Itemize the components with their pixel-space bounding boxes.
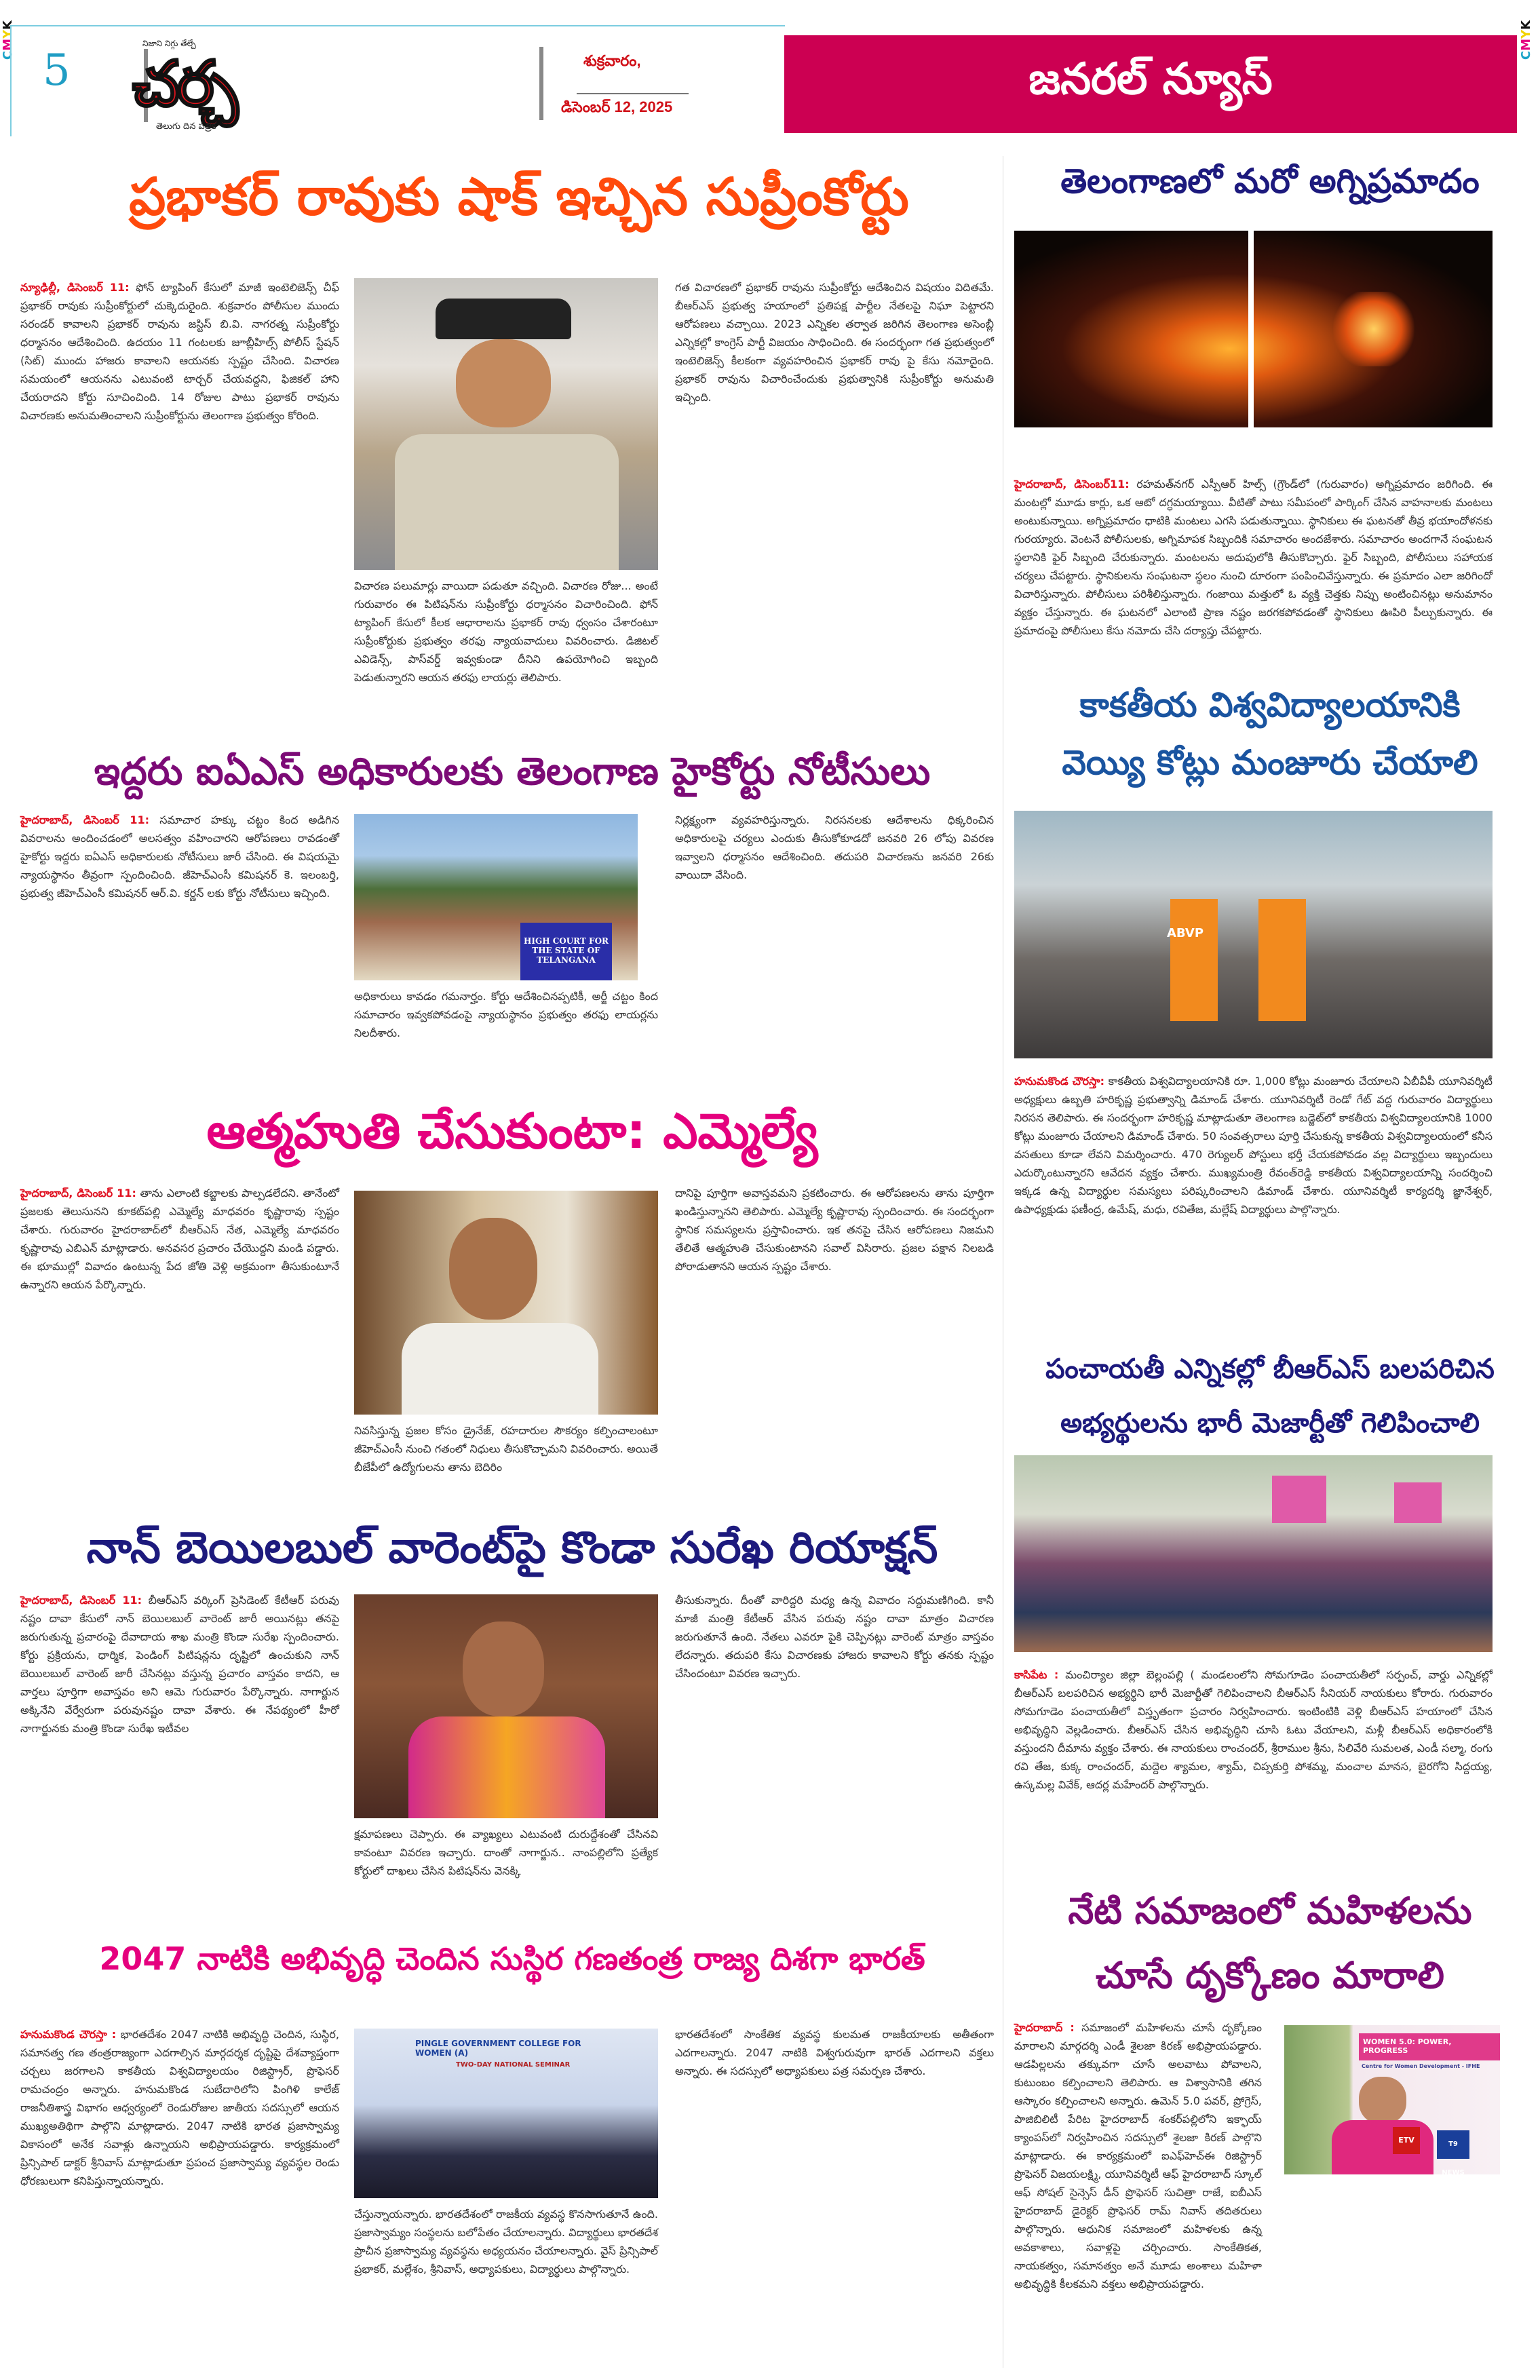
abvp-scarf — [1258, 899, 1306, 1021]
photo-brs-campaign — [1014, 1455, 1493, 1652]
face — [456, 339, 551, 427]
t9-mic: T9 NEWS — [1437, 2130, 1469, 2159]
headline-panchayat-1: పంచాయతీ ఎన్నికల్లో బీఆర్ఎస్ బలపరిచిన — [1045, 1354, 1495, 1385]
dateline: హనుమకొండ చౌరస్తా : — [20, 2028, 117, 2041]
article-body: సమాచార హక్కు చట్టం కింద అడిగిన వివరాలను అందించడంలో అలసత్వం వహించారని ఆరోపణలు రావడంతో హైకోర్టు ఇద్దరు ఐఏఎస్ అధికారులకు నోటీసులు జారీ చేసింది. ఈ విషయమై న్యాయస్థానం తీవ్రంగా స్పందించింది. జీహెచ్ఎంసీ కమిషనర్ కె. ఇలంబర్తి, ప్రభుత్వ జీహెచ్ఎంసీ కమిషనర్ ఆర్.వి. కర్ణన్ లకు కోర్టు నోటీసులు ఇచ్చింది. — [20, 813, 339, 900]
article-prabhakar-col3: గత విచారణలో ప్రభాకర్ రావును సుప్రీంకోర్టు ఆదేశించిన విషయం విదితమే. బీఆర్ఎస్ ప్రభుత్వ హయాంలో ప్రతిపక్ష పార్టీల నేతలపై నిఘా పెట్టారని ఆరోపణలు వచ్చాయి. 2023 ఎన్నికల తర్వాత జరిగిన తెలంగాణ అసెంబ్లీ ఎన్నికల్లో కాంగ్రెస్ పార్టీ విజయం సాధించింది. ఈ సందర్భంగా గత ప్రభుత్వంలో ఇంటెలిజెన్స్ కీలకంగా వ్యవహరించిన ప్రభాకర్ రావు పై కేసు నమోదైంది. ప్రభాకర్ రావును విచారించేందుకు ప్రభుత్వానికి సుప్రీంకోర్టు అనుమతి ఇచ్చింది. — [675, 281, 994, 404]
seminar-banner: PINGLE GOVERNMENT COLLEGE FOR WOMEN (A) — [415, 2039, 581, 2058]
photo-konda-surekha — [354, 1594, 658, 1818]
police-cap — [436, 299, 571, 339]
conference-banner: WOMEN 5.0: POWER, PROGRESS — [1359, 2033, 1500, 2060]
reg-c: C — [1519, 50, 1533, 60]
face — [463, 1621, 544, 1716]
article-bharat2047-col1 — [20, 2025, 339, 2364]
reg-m: M — [1, 39, 15, 51]
reg-k: K — [1, 20, 15, 30]
logo-tagline: నిజాని నిగ్గు తేల్చే — [142, 39, 196, 48]
seminar-subtitle: TWO-DAY NATIONAL SEMINAR — [456, 2061, 571, 2069]
section-title: జనరల్ న్యూస్ — [1028, 54, 1273, 104]
dateline: హైదరాబాద్ : — [1014, 2021, 1075, 2034]
face — [1359, 2077, 1406, 2124]
logo-subtitle: తెలుగు దిన పత్రిక — [156, 121, 216, 132]
photo-abvp-protest — [1014, 811, 1493, 1058]
photo-mla-krishna-rao — [354, 1191, 658, 1415]
photo-divider — [1248, 231, 1254, 427]
article-women-col1 — [1014, 2018, 1262, 2290]
headline-bharat2047: 2047 నాటికి అభివృద్ధి చెందిన సుస్థిర గణతంత్ర రాజ్య దిశగా భారత్ — [99, 1940, 925, 1977]
reg-c: C — [1, 50, 15, 60]
article-ias-col3: నిర్లక్ష్యంగా వ్యవహరిస్తున్నారు. నిరసనలకు ఆదేశాలను ధిక్కరించిన అధికారులపై చర్యలు ఎందుకు తీసుకోకూడదో జనవరి 26 లోపు వివరణ ఇవ్వాలని ధర్మాసనం ఆదేశించింది. తదుపరి విచారణను జనవరి 26కు వాయిదా వేసింది. — [675, 813, 994, 881]
reg-y: Y — [1519, 29, 1533, 39]
headline-fire: తెలంగాణలో మరో అగ్నిప్రమాదం — [1060, 161, 1480, 201]
flames — [1333, 292, 1414, 366]
saree — [408, 1716, 605, 1818]
headline-mla: ఆత్మహుతి చేసుకుంటా: ఎమ్మెల్యే — [206, 1102, 818, 1159]
article-body: రహమత్‌నగర్ ఎస్పీఆర్ హిల్స్ (గ్రౌండ్‌లో (గురువారం) అగ్నిప్రమాదం జరిగింది. ఈ మంటల్లో మూడు కార్లు, ఒక ఆటో దగ్ధమయ్యాయి. వీటితో పాటు సమీపంలో పార్కింగ్ చేసిన వాహనాలకు మంటలు అంటుకున్నాయి. అగ్నిప్రమాదం ధాటికి మంటలు ఎగసి పడుతున్నాయి. స్థానికులు ఈ ఘటనతో తీవ్ర భయాందోళనకు గురయ్యారు. వెంటనే పోలీసులకు, అగ్నిమాపక సిబ్బందికి సమాచారం అందజేశారు. సమాచారం అందగానే సంఘటన స్థలానికి ఫైర్ సిబ్బంది చేరుకున్నారు. మంటలను అదుపులోకి తీసుకొచ్చారు. ఫైర్ సిబ్బంది, పోలీసులు సహాయక చర్యలు చేపట్టారు. స్థానికులను సంఘటనా స్థలం నుంచి దూరంగా పంపించివేస్తున్నారు. ఈ ప్రమాదం ఎలా జరిగిందో విచారిస్తున్నారు. పోలీసులు పరిశీలిస్తున్నారు. గంజాయి మత్తులో ఓ వ్యక్తి చెత్తకు నిప్పు అంటించినట్లు అనుమానం వ్యక్తం చేస్తున్నారు. ఈ ఘటనలో ఎలాంటి ప్రాణ నష్టం జరగకపోవడంతో స్థానికులు ఊపిరి పీల్చుకున్నారు. ఈ ప్రమాదంపై పోలీసులు కేసు నమోదు చేసి దర్యాప్తు చేపట్టారు. — [1014, 478, 1493, 637]
section-banner — [784, 35, 1517, 133]
article-mla-col3: దానిపై పూర్తిగా అవాస్తవమని ప్రకటించారు. ఈ ఆరోపణలను తాను పూర్తిగా ఖండిస్తున్నానని తెలిపారు. ఎమ్మెల్యే కృష్ణారావు స్పందించారు. ఈ సందర్భంగా స్థానిక సమస్యలను ప్రస్తావించారు. ఇక తనపై చేసిన ఆరోపణలు నిజమని తేలితే ఆత్మహుతి చేసుకుంటానని సవాల్ విసిరారు. ప్రజల పక్షాన నిలబడి పోరాడుతానని ఆయన స్పష్టం చేశారు. — [675, 1187, 994, 1273]
dateline: న్యూఢిల్లీ, డిసెంబర్ 11: — [20, 281, 130, 294]
reg-k: K — [1519, 20, 1533, 30]
divider — [539, 47, 543, 120]
brs-flag — [1272, 1476, 1326, 1523]
headline-konda: నాన్ బెయిలబుల్ వారెంట్‌పై కొండా సురేఖ రియాక్షన్ — [86, 1523, 938, 1573]
article-konda-col3: తీసుకున్నారు. దీంతో వారిద్దరి మధ్య ఉన్న వివాదం సద్దుమణిగింది. కానీ మాజీ మంత్రి కేటీఆర్ వేసిన పరువు నష్టం దావా మాత్రం విచారణ జరుగుతూనే ఉంది. నేతలు ఎవరూ పైకి చెప్పినట్లు వారెంట్ మాత్రం వాస్తవం లేదన్నారు. తదుపరి కేసు విచారణకు హాజరు కావాలని కోర్టు తనకు స్పష్టం చేసిందంటూ వివరణ ఇచ్చారు. — [675, 1594, 994, 1680]
dateline: హైదరాబాద్, డిసెంబర్ 11: — [20, 1594, 142, 1607]
photo-fire — [1014, 231, 1493, 427]
article-body: భారతదేశం 2047 నాటికి అభివృద్ధి చెందిన, సుస్థిర, సమానత్వ గణ తంత్రరాజ్యంగా ఎదగాల్సిన మార్గదర్శక దృష్టిపై దేశవ్యాప్తంగా చర్చలు జరగాలని కాకతీయ విశ్వవిద్యాలయం రిజిస్ట్రార్, ప్రొఫెసర్ రామచంద్రం అన్నారు. హనుమకొండ సుబేదారిలోని పింగిళి కాలేజ్ రాజనీతిశాస్త్ర విభాగం ఆధ్వర్యంలో రెండురోజుల జాతీయ సదస్సులో ఆయన ముఖ్యఅతిథిగా పాల్గొని మాట్లాడారు. 2047 నాటికి భారత ప్రజాస్వామ్య వికాసంలో అనేక సవాళ్లు ఉన్నాయని అభిప్రాయపడ్డారు. కార్యక్రమంలో ప్రిన్సిపాల్ డాక్టర్ శ్రీనివాస్ మాట్లాడుతూ ప్రపంచ ప్రజాస్వామ్య వ్యవస్థల రెండు ధోరణులుగా కనిపిస్తున్నాయన్నారు. — [20, 2028, 339, 2187]
article-women-col2 — [1014, 2232, 1493, 2368]
article-panchayat-body — [1014, 1666, 1493, 1923]
etv-mic: ETV — [1393, 2127, 1420, 2154]
dateline: హైదరాబాద్, డిసెంబర్11: — [1014, 478, 1130, 491]
dateline: హనుమకొండ చౌరస్తా: — [1014, 1075, 1105, 1088]
uniform — [395, 434, 619, 570]
article-prabhakar-col2: విచారణ పలుమార్లు వాయిదా పడుతూ వచ్చింది. విచారణ రోజు... అంటే గురువారం ఈ పిటిషన్‌ను సుప్రీంకోర్టు ధర్మాసనం విచారించింది. ఫోన్ ట్యాపింగ్ కేసులో కీలక ఆధారాలను ప్రభాకర్ రావు ధ్వంసం చేశారంటూ సుప్రీంకోర్టుకు ప్రభుత్వం తరఫు న్యాయవాదులు వివరించారు. డిజిటల్ ఎవిడెన్స్, పాస్‌వర్డ్ ఇవ్వకుండా దీనిని ఉపయోగించి ఇబ్బంది పెడుతున్నారని ఆయన తరఫు లాయర్లు తెలిపారు. — [354, 579, 658, 684]
reg-m: M — [1519, 39, 1533, 51]
photo-women-conference — [1284, 2025, 1500, 2174]
page-number: 5 — [43, 45, 71, 96]
headline-kakatiya-1: కాకతీయ విశ్వవిద్యాలయానికి — [1079, 685, 1461, 725]
article-body: తాను ఎలాంటి కబ్జాలకు పాల్పడలేదని. తానేంటో ప్రజలకు తెలుసునని కూకట్‌పల్లి ఎమ్మెల్యే మాధవరం కృష్ణారావు స్పష్టం చేశారు. గురువారం హైదరాబాద్‌లో బీఆర్ఎస్ నేత, ఎమ్మెల్యే మాధవరం కృష్ణారావు ఎబిఎన్ మాట్లాడారు. అనవసర ప్రచారం చేయొద్దని మండి పడ్డారు. ఈ భూముల్లో వివాదం ఉంటున్న పేద జోతి వెళ్లి అక్రమంగా తీసుకుంటూనే ఉన్నారని ఆయన పేర్కొన్నారు. — [20, 1187, 339, 1291]
date-divider — [577, 93, 689, 94]
masthead-frame — [10, 25, 785, 136]
article-body: కాకతీయ విశ్వవిద్యాలయానికి రూ. 1,000 కోట్లు మంజూరు చేయాలని ఏబీవీపీ యూనివర్శిటీ అధ్యక్షులు ఉబ్బతి హరికృష్ణ ప్రభుత్వాన్ని డిమాండ్ చేశారు. యూనివర్శిటీ రెండో గేట్ వద్ద గురువారం విద్యార్థులు నిరసన తెలిపారు. ఈ సందర్భంగా హరికృష్ణ మాట్లాడుతూ తెలంగాణ బడ్జెట్‌లో కాకతీయ విశ్వవిద్యాలయానికి 1000 కోట్లు మంజూరు చేయాలని డిమాండ్ చేశారు. 50 సంవత్సరాలు పూర్తి చేసుకున్న కాకతీయ విశ్వవిద్యాలయంలో కనీస వసతులు కూడా లేవని విమర్శించారు. 470 రెగ్యులర్ పోస్టులు భర్తీ చేయకపోవడం వల్ల విద్యార్థులు ఇబ్బందులు ఎదుర్కొంటున్నారని ఆవేదన వ్యక్తం చేశారు. ముఖ్యమంత్రి రేవంత్‌రెడ్డి కాకతీయ విశ్వవిద్యాలయాన్ని సందర్శించి ఇక్కడ ఉన్న విద్యార్థుల సమస్యలు పరిష్కరించాలని డిమాండ్ చేశారు. యూనివర్శిటీ కార్యదర్శి జ్ఞానేశ్వర్, ఉపాధ్యక్షుడు ఫణీంద్ర, ఉమేష్, మధు, రవితేజ, మల్లేష్ విద్యార్థులు పాల్గొన్నారు. — [1014, 1075, 1493, 1216]
face — [449, 1218, 537, 1320]
article-kakatiya-body — [1014, 1072, 1493, 1282]
article-ias-col2: అధికారులు కావడం గమనార్హం. కోర్టు ఆదేశించినప్పటికీ, అర్జీ చట్టం కింద సమాచారం ఇవ్వకపోవడంపై న్యాయస్థానం ప్రభుత్వం తరఫు లాయర్లను నిలదీశారు. — [354, 990, 658, 1039]
dateline: హైదరాబాద్, డిసెంబర్ 11: — [20, 1187, 136, 1199]
dateline: హైదరాబాద్, డిసెంబర్ 11: — [20, 813, 150, 826]
issue-date: డిసెంబర్ 12, 2025 — [561, 98, 673, 115]
headline-women-2: చూసే దృక్కోణం మారాలి — [1096, 1954, 1444, 1997]
article-body: బీఆర్ఎస్ వర్కింగ్ ప్రెసిడెంట్ కేటీఆర్ పరువు నష్టం దావా కేసులో నాన్ బెయిలబుల్ వారెంట్ జారీ అయినట్లు తనపై జరుగుతున్న ప్రచారంపై దేవాదాయ శాఖ మంత్రి కొండా సురేఖ స్పందించారు. కోర్టు ప్రక్రియను, ధార్మిక, పెండింగ్ పిటిషన్లను దృష్టిలో ఉంచుకుని నాన్ బెయిలబుల్ వారెంట్ జారీ చేసినట్లు వస్తున్న ప్రచారం వాస్తవం కాదని, ఆ వార్తలు పూర్తిగా అవాస్తవం అని ఆమె గురువారం పేర్కొన్నారు. నాగార్జున అక్కినేని వేర్వేరుగా పరువునష్టం దావా వేశారు. ఈ నేపథ్యంలో హీరో నాగార్జునకు మంత్రి కొండా సురేఖ ఇటీవల — [20, 1594, 339, 1735]
abvp-scarf — [1170, 899, 1218, 1021]
article-mla-col1 — [20, 1184, 339, 1499]
photo-prabhakar-rao — [354, 278, 658, 570]
white-shirt — [402, 1323, 598, 1415]
abvp-label: ABVP — [1167, 926, 1204, 940]
article-body: సమాజంలో మహిళలను చూసే దృక్కోణం మారాలని మార్గదర్శి ఎండీ శైలజా కిరణ్ అభిప్రాయపడ్డారు. ఆడపిల్లలను తక్కువగా చూసే అలవాటు పోవాలని, కుటుంబం కల్పించాలని తెలిపారు. ఆ విశ్వాసానికి తగిన ఆస్కారం కల్పించాలని అన్నారు. ఉమెన్ 5.0 పవర్, ప్రోగ్రెస్, పాజిబిలిటీ పేరిట హైదరాబాద్ శంకర్‌పల్లిలోని ఇక్ఫాయ్ క్యాంపస్‌లో నిర్వహించిన సదస్సులో శైలజా కిరణ్ పాల్గొని మాట్లాడారు. ఈ కార్యక్రమంలో ఐఎఫ్‌హెచ్‌ఈ రిజిస్ట్రార్ ప్రొఫెసర్ విజయలక్ష్మి, యూనివర్శిటీ ఆఫ్ హైదరాబాద్ స్కూల్ ఆఫ్ సోషల్ సైన్సెస్ డీన్ ప్రొఫెసర్ సుచిత్రా రాజే, ఐబీఎస్ హైదరాబాద్ డైరెక్టర్ ప్రొఫెసర్ రామ్ నివాస్ తదితరులు పాల్గొన్నారు. ఆధునిక సమాజంలో మహిళలకు ఉన్న అవకాశాలు, సవాళ్లపై చర్చించారు. సాంకేతికత, నాయకత్వం, సమానత్వం అనే మూడు అంశాలు మహిళా అభివృద్ధికి కీలకమని వక్తలు అభిప్రాయపడ్డారు. — [1014, 2021, 1262, 2290]
headline-prabhakar: ప్రభాకర్ రావుకు షాక్ ఇచ్చిన సుప్రీంకోర్టు — [129, 166, 909, 227]
headline-women-1: నేటి సమాజంలో మహిళలను — [1068, 1889, 1472, 1932]
photo-high-court — [354, 814, 638, 980]
article-bharat2047-col3: భారతదేశంలో సాంకేతిక వ్యవస్థ కులమత రాజకీయాలకు అతీతంగా ఎదగాలన్నారు. 2047 నాటికి విశ్వగురువుగా భారత్ ఎదగాలని వక్తలు అన్నారు. ఈ సదస్సులో అధ్యాపకులు పత్ర సమర్పణ చేశారు. — [675, 2028, 994, 2077]
article-prabhakar-col1 — [20, 278, 339, 726]
article-konda-col1 — [20, 1591, 339, 1883]
brs-flag — [1394, 1482, 1442, 1523]
article-fire-body — [1014, 475, 1493, 678]
photo-seminar — [354, 2029, 658, 2198]
reg-y: Y — [1, 29, 15, 39]
headline-kakatiya-2: వెయ్యి కోట్లు మంజూరు చేయాలి — [1062, 743, 1478, 782]
issue-day: శుక్రవారం, — [583, 52, 641, 69]
court-signboard: HIGH COURT FOR THE STATE OF TELANGANA — [520, 923, 612, 980]
conference-subtitle: Centre for Women Development - IFHE — [1362, 2063, 1480, 2069]
article-konda-col2: క్షమాపణలు చెప్పారు. ఈ వ్యాఖ్యలు ఎటువంటి దురుద్దేశంతో చేసినవి కావంటూ వివరణ ఇచ్చారు. దాంతో నాగార్జున.. నాంపల్లిలోని ప్రత్యేక కోర్టులో దాఖలు చేసిన పిటిషన్‌ను వెనక్కి — [354, 1828, 658, 1877]
dateline: కాసిపేట : — [1014, 1668, 1059, 1681]
article-body: ఫోన్ ట్యాపింగ్ కేసులో మాజీ ఇంటెలిజెన్స్ చీఫ్ ప్రభాకర్ రావుకు సుప్రీంకోర్టులో చుక్కెదురైంది. శుక్రవారం పోలీసుల ముందు సరండర్ కావాలని ప్రభాకర్ రావును జస్టిస్ బి.వి. నాగరత్న సుప్రీంకోర్టు ధర్మాసనం ఆదేశించింది. ఉదయం 11 గంటలకు జూబ్లీహిల్స్ పోలీస్ స్టేషన్ (సిట్) ముందు హాజరు కావాలని ఆయనకు స్పష్టం చేసింది. విచారణ సమయంలో ఆయనను ఎటువంటి టార్చర్ చేయవద్దని, ఫిజికల్ హాని చేయరాదని కోర్టు సూచించింది. 14 రోజుల పాటు ప్రభాకర్ రావును విచారణకు అనుమతించాలని సుప్రీంకోర్టును తెలంగాణ ప్రభుత్వం కోరింది. — [20, 281, 339, 422]
article-bharat2047-col2: చేస్తున్నాయన్నారు. భారతదేశంలో రాజకీయ వ్యవస్థ కొనసాగుతూనే ఉంది. ప్రజాస్వామ్యం సంస్థలను బలోపేతం చేయాలన్నారు. విద్యార్థులు భారతదేశ ప్రాచీన ప్రజాస్వామ్య వ్యవస్థను అధ్యయనం చేయాలన్నారు. వైస్ ప్రిన్సిపాల్ ప్రభాకర్, మల్లేశం, శ్రీనివాస్, అధ్యాపకులు, విద్యార్థులు పాల్గొన్నారు. — [354, 2208, 658, 2276]
newspaper-logo: చర్చ — [132, 47, 235, 120]
article-ias-col1 — [20, 811, 339, 1075]
article-body: మంచిర్యాల జిల్లా బెల్లంపల్లి ( మండలంలోని సోమగూడెం పంచాయతీలో సర్పంచ్, వార్డు ఎన్నికల్లో బీఆర్ఎస్ బలపరిచిన అభ్యర్థిని భారీ మెజార్టీతో గెలిపించాలని బీఆర్ఎస్ సీనియర్ నాయకులు కోరారు. గురువారం సోమగూడెం పంచాయతీలో విస్తృతంగా ప్రచారం నిర్వహించారు. ఇంటింటికి వెళ్లి బీఆర్ఎస్ హయాంలో చేసిన అభివృద్ధిని వెల్లడించారు. బీఆర్ఎస్ చేసిన అభివృద్ధిని చూసి ఓటు వేయాలని, మళ్లీ బీఆర్ఎస్ అధికారంలోకి వస్తుందని దీమాను వ్యక్తం చేశారు. ఈ నాయకులు రాంచందర్, శ్రీరాముల శ్రీను, సిలివేరి సుమలత, ఎండీ సల్మా, రంగు రవి తేజ, కుక్క రాంచందర్, మద్దెల శ్యామల, శ్యామ్, చిప్పకుర్తి పోశమ్మ, మంచాల మానస, బైరగోని సిద్దయ్య, ఉస్కమల్ల వివేక్, ఆదర్ల మహేందర్ పాల్గొన్నారు. — [1014, 1668, 1493, 1791]
article-mla-col2: నివసిస్తున్న ప్రజల కోసం డ్రైనేజ్, రహదారుల సౌకర్యం కల్పించాలంటూ జీహెచ్ఎంసీ నుంచి గతంలో నిధులు తీసుకొచ్చామని వివరించారు. అయితే బీజేపీలో ఉద్యోగులను తాను బెదిరిం — [354, 1424, 658, 1474]
headline-panchayat-2: అభ్యర్థులను భారీ మెజార్టీతో గెలిపించాలి — [1060, 1408, 1480, 1439]
headline-ias: ఇద్దరు ఐఏఎస్ అధికారులకు తెలంగాణ హైకోర్టు నోటీసులు — [94, 750, 931, 794]
